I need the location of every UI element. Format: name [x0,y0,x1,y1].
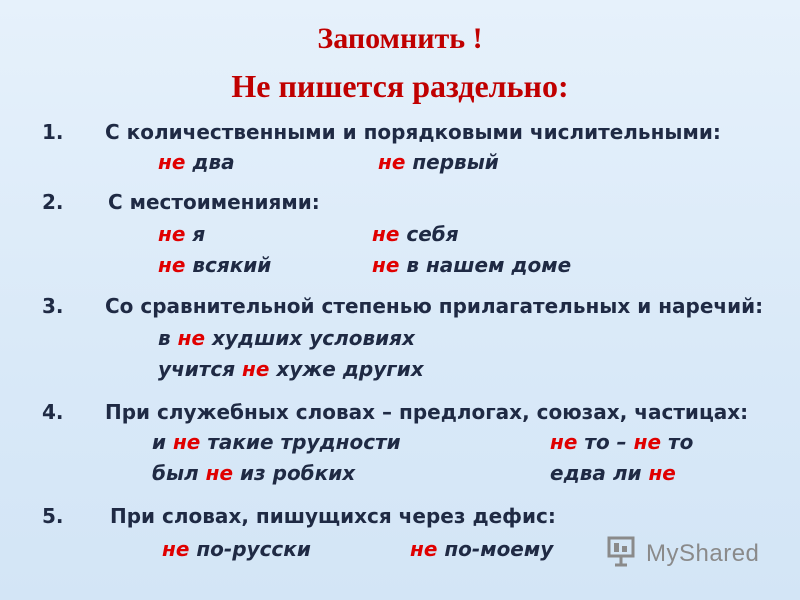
ne-particle: не [172,430,201,454]
rule-4-example-3 [152,461,355,485]
rule-5-example-1 [162,537,311,561]
rule-3-example-2 [158,357,424,381]
ne-particle: не [242,357,270,381]
title-line-2: Не пишется раздельно: [231,68,569,104]
example-word: в нашем доме [406,253,572,277]
ne-particle: не [162,537,190,561]
example-word: то [667,430,694,454]
example-word: себя [406,222,459,246]
rule-2-heading: С местоимениями: [108,190,320,214]
example-word: из робких [240,461,356,485]
rule-2-example-2 [372,222,459,246]
rule-4-heading: При служебных словах – предлогах, союзах, частицах: [105,400,749,424]
rule-4-example-1 [152,430,401,454]
rule-3-number: 3. [42,294,64,318]
ne-particle: не [158,222,186,246]
example-word: я [192,222,206,246]
rule-4-example-4 [550,461,676,485]
ne-particle: не [378,150,406,174]
example-word: худших условиях [211,326,415,350]
rule-4-number: 4. [42,400,64,424]
rule-3-heading: Со сравнительной степенью прилагательных и наречий: [105,294,764,318]
example-word: первый [412,150,499,174]
ne-particle: не [205,461,234,485]
example-word: хуже других [276,357,424,381]
rule-2-number: 2. [42,190,64,214]
example-prefix: и [152,430,167,454]
ne-particle: не [550,430,578,454]
ne-particle: не [158,253,186,277]
watermark-logo [606,534,759,574]
ne-particle: не [158,150,186,174]
example-word: по-моему [444,537,554,561]
rule-2-example-1 [158,222,205,246]
rule-5-number: 5. [42,504,64,528]
rule-5-example-2 [410,537,553,561]
ne-particle: не [372,222,400,246]
rule-1-heading: С количественными и порядковыми числительными: [105,120,721,144]
ne-particle: не [648,461,676,485]
example-word: то – [584,430,627,454]
title-line-1: Запомнить ! [317,22,483,55]
rule-2-example-4 [372,253,571,277]
rule-4-example-2 [550,430,693,454]
ne-particle: не [410,537,438,561]
presentation-board-icon [606,535,640,573]
example-word: два [192,150,235,174]
rule-1-number: 1. [42,120,64,144]
example-word: такие трудности [207,430,401,454]
example-prefix: едва ли [550,461,642,485]
example-word: всякий [192,253,272,277]
ne-particle: не [372,253,400,277]
example-prefix: в [158,326,171,350]
example-word: по-русски [196,537,311,561]
rule-3-example-1 [158,326,415,350]
example-prefix: был [152,461,199,485]
rule-1-example-1 [158,150,235,174]
watermark-text: MyShared [646,540,760,567]
rule-2-example-3 [158,253,271,277]
ne-particle: не [633,430,662,454]
rule-5-heading: При словах, пишущихся через дефис: [110,504,556,528]
rule-1-example-2 [378,150,499,174]
example-prefix: учится [158,357,236,381]
ne-particle: не [177,326,206,350]
